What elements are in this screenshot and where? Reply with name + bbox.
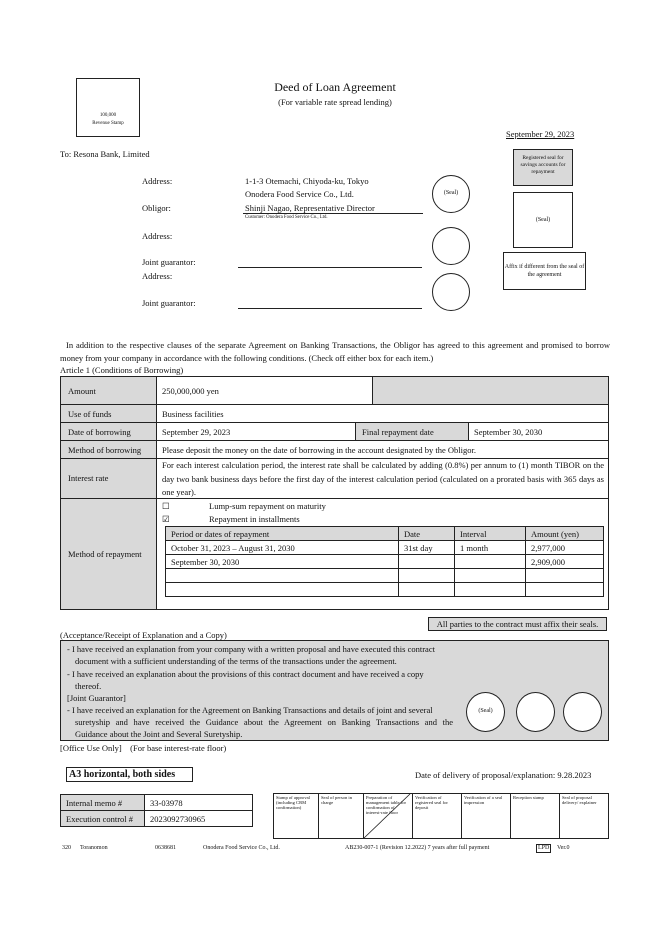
addressee: To: Resona Bank, Limited xyxy=(60,149,150,159)
method-value-cell xyxy=(157,441,608,459)
a3-label-box xyxy=(66,767,193,782)
rate-value-cell xyxy=(157,459,608,499)
footer-branch-no: 320 xyxy=(62,845,71,851)
footer-lpd: LPD xyxy=(538,845,550,851)
use-value-cell xyxy=(157,405,608,423)
office-use-heading: [Office Use Only] (For base interest-rate floor) xyxy=(60,743,227,753)
joint-guarantor-heading: [Joint Guarantor] xyxy=(67,693,126,703)
method-label: Method of borrowing xyxy=(68,445,142,455)
schedule-cell xyxy=(455,555,526,569)
amount-label-cell xyxy=(61,377,157,405)
final-value-cell xyxy=(469,423,608,441)
use-label: Use of funds xyxy=(68,409,112,419)
schedule-header-row xyxy=(166,527,604,541)
obligor-seal-circle xyxy=(432,175,470,213)
amount-value-cell xyxy=(157,377,373,405)
schedule-cell: 31st day xyxy=(399,541,455,555)
table-row xyxy=(274,794,609,839)
final-label: Final repayment date xyxy=(362,427,434,437)
schedule-cell: September 30, 2030 xyxy=(166,555,399,569)
schedule-cell xyxy=(399,583,455,597)
exec-label: Execution control # xyxy=(61,811,145,827)
schedule-cell: 2,977,000 xyxy=(526,541,604,555)
acceptance-seal-text: (Seal) xyxy=(478,708,493,714)
page-subtitle: (For variable rate spread lending) xyxy=(278,97,392,107)
option2-label: Repayment in installments xyxy=(209,514,300,524)
amount-blank-cell xyxy=(373,377,608,405)
use-label-cell xyxy=(61,405,157,423)
repay-label-cell xyxy=(61,499,157,609)
footer-customer-no: 0638681 xyxy=(155,845,176,851)
obligor-company: Onodera Food Service Co., Ltd. xyxy=(245,189,354,199)
memo-table xyxy=(60,794,253,827)
method-label-cell xyxy=(61,441,157,459)
office-col-preparation-text: Preparation of management table for confirmation of interest-rate floor xyxy=(366,795,407,815)
guarantor2-signature-line xyxy=(238,308,422,309)
footer-version: Ver.0 xyxy=(557,845,570,851)
office-col-verification-seal: Verification of a seal impression xyxy=(462,794,511,839)
article-heading: Article 1 (Conditions of Borrowing) xyxy=(60,365,184,375)
acceptance-heading: (Acceptance/Receipt of Explanation and a Copy) xyxy=(60,630,227,640)
schedule-cell: 2,909,000 xyxy=(526,555,604,569)
final-value: September 30, 2030 xyxy=(474,427,543,437)
stamp-label: Revenue Stamp xyxy=(92,121,124,126)
seal-note-box xyxy=(503,252,586,290)
guarantor2-seal-circle xyxy=(432,273,470,311)
guarantor1-address-label: Address: xyxy=(142,231,173,241)
obligor-signature-line xyxy=(243,213,423,214)
obligor-seal-text: (Seal) xyxy=(443,190,459,196)
acceptance-line3b: suretyship and have received the Guidance about the Agreement on Banking Transactions and the xyxy=(75,717,453,727)
obligor-representative: Shinji Nagao, Representative Director xyxy=(245,203,375,213)
repay-value-cell xyxy=(157,499,608,609)
schedule-cell xyxy=(166,583,399,597)
obligor-address: 1-1-3 Otemachi, Chiyoda-ku, Tokyo xyxy=(245,176,369,186)
schedule-cell xyxy=(399,555,455,569)
agreement-date: September 29, 2023 xyxy=(506,129,575,139)
acceptance-line2: - I have received an explanation about the provisions of this contract document and have received a copy xyxy=(67,669,424,679)
schedule-cell xyxy=(455,569,526,583)
exec-value: 2023092730965 xyxy=(145,811,253,827)
guarantor2-label: Joint guarantor: xyxy=(142,298,196,308)
method-value: Please deposit the money on the date of borrowing in the account designated by the Obligor. xyxy=(162,445,476,455)
office-col-verification-deposit: Verification of registered seal for deposit xyxy=(413,794,462,839)
guarantor1-signature-line xyxy=(238,267,422,268)
date-label: Date of borrowing xyxy=(68,427,131,437)
amount-label: Amount xyxy=(68,386,96,396)
amount-value: 250,000,000 yen xyxy=(162,386,219,396)
intro-paragraph: In addition to the respective clauses of the separate Agreement on Banking Transactions, the Obligor has agreed to this agreement and promised to borrow money from your company in accordance with the following conditions. (Check off either box for each item.) xyxy=(60,340,610,363)
acceptance-line3: - I have received an explanation for the Agreement on Banking Transactions and details of joint and several xyxy=(67,705,433,715)
registered-seal-label: Registered seal for savings accounts for repayment xyxy=(520,155,566,175)
office-col-approval: Stamp of approval (including CRM confirmation) xyxy=(274,794,319,839)
revenue-stamp-box xyxy=(76,78,140,137)
table-row xyxy=(61,811,253,827)
schedule-header-interval: Interval xyxy=(455,527,526,541)
repay-label: Method of repayment xyxy=(68,549,142,559)
registered-seal-label-box xyxy=(513,149,573,186)
page-title: Deed of Loan Agreement xyxy=(274,80,396,94)
strike-through-mark xyxy=(364,794,412,838)
obligor-label: Obligor: xyxy=(142,203,171,213)
schedule-cell: 1 month xyxy=(455,541,526,555)
table-row xyxy=(61,795,253,811)
schedule-header-date: Date xyxy=(399,527,455,541)
date-value: September 29, 2023 xyxy=(162,427,231,437)
memo-label: Internal memo # xyxy=(61,795,145,811)
all-parties-notice xyxy=(428,617,607,631)
acceptance-line3c: Guidance about the Joint and Several Suretyship. xyxy=(75,729,243,739)
guarantor1-seal-circle xyxy=(432,227,470,265)
stamp-amount: 100,000 xyxy=(99,113,117,118)
date-label-cell xyxy=(61,423,157,441)
option1-label: Lump-sum repayment on maturity xyxy=(209,501,326,511)
memo-value: 33-03978 xyxy=(145,795,253,811)
office-col-reception: Reception stamp xyxy=(511,794,560,839)
schedule-cell xyxy=(399,569,455,583)
use-value: Business facilities xyxy=(162,409,224,419)
acceptance-seal-circle-3 xyxy=(563,692,602,732)
acceptance-seal-circle-1 xyxy=(466,692,505,732)
schedule-header-period: Period or dates of repayment xyxy=(166,527,399,541)
a3-label: A3 horizontal, both sides xyxy=(69,769,176,780)
date-value-cell xyxy=(157,423,356,441)
repayment-schedule-table xyxy=(165,526,604,597)
office-col-delivery: Seal of proposal delivery/ explainer xyxy=(560,794,609,839)
table-row xyxy=(166,583,604,597)
office-col-preparation xyxy=(364,794,413,839)
table-row xyxy=(166,541,604,555)
acceptance-box xyxy=(60,640,609,741)
acceptance-line1b: document with a sufficient understanding of the terms of the transactions under the agreement. xyxy=(75,656,397,666)
delivery-date: Date of delivery of proposal/explanation: 9.28.2023 xyxy=(415,770,592,780)
rate-label: Interest rate xyxy=(68,473,109,483)
acceptance-line2b: thereof. xyxy=(75,681,102,691)
schedule-cell xyxy=(526,583,604,597)
option1-checkbox[interactable]: ☐ xyxy=(162,501,170,511)
guarantor1-label: Joint guarantor: xyxy=(142,257,196,267)
all-parties-text: All parties to the contract must affix their seals. xyxy=(436,619,599,629)
acceptance-line1: - I have received an explanation from your company with a written proposal and have executed this contract xyxy=(67,644,435,654)
schedule-cell xyxy=(455,583,526,597)
footer-company: Onodera Food Service Co., Ltd. xyxy=(203,845,280,851)
footer-form-code: AB230-007-1 (Revision 12.2022) 7 years after full payment xyxy=(345,845,490,851)
option2-checkbox[interactable]: ☑ xyxy=(162,514,170,524)
office-approval-table xyxy=(273,793,609,839)
seal-note: Affix if different from the seal of the agreement xyxy=(504,264,585,278)
obligor-address-label: Address: xyxy=(142,176,173,186)
schedule-header-amount: Amount (yen) xyxy=(526,527,604,541)
table-row xyxy=(166,569,604,583)
table-row xyxy=(166,555,604,569)
registered-seal-text: (Seal) xyxy=(535,217,551,223)
conditions-table xyxy=(60,376,609,610)
office-col-seal: Seal of person in charge xyxy=(319,794,364,839)
schedule-cell xyxy=(526,569,604,583)
registered-seal-box xyxy=(513,192,573,248)
rate-value: For each interest calculation period, the interest rate shall be calculated by adding (0.8%) per annum to (1) month TIBOR on the day two bank business days before the first day of the interest calculation period (calculated on a prorated basis with 365 days as one year). xyxy=(162,460,604,497)
obligor-customer: Customer: Onodera Food Service Co., Ltd. xyxy=(245,215,328,220)
schedule-cell: October 31, 2023 – August 31, 2030 xyxy=(166,541,399,555)
rate-label-cell xyxy=(61,459,157,499)
final-label-cell xyxy=(356,423,469,441)
guarantor2-address-label: Address: xyxy=(142,271,173,281)
schedule-cell xyxy=(166,569,399,583)
acceptance-seal-circle-2 xyxy=(516,692,555,732)
footer-branch: Toranomon xyxy=(80,845,108,851)
